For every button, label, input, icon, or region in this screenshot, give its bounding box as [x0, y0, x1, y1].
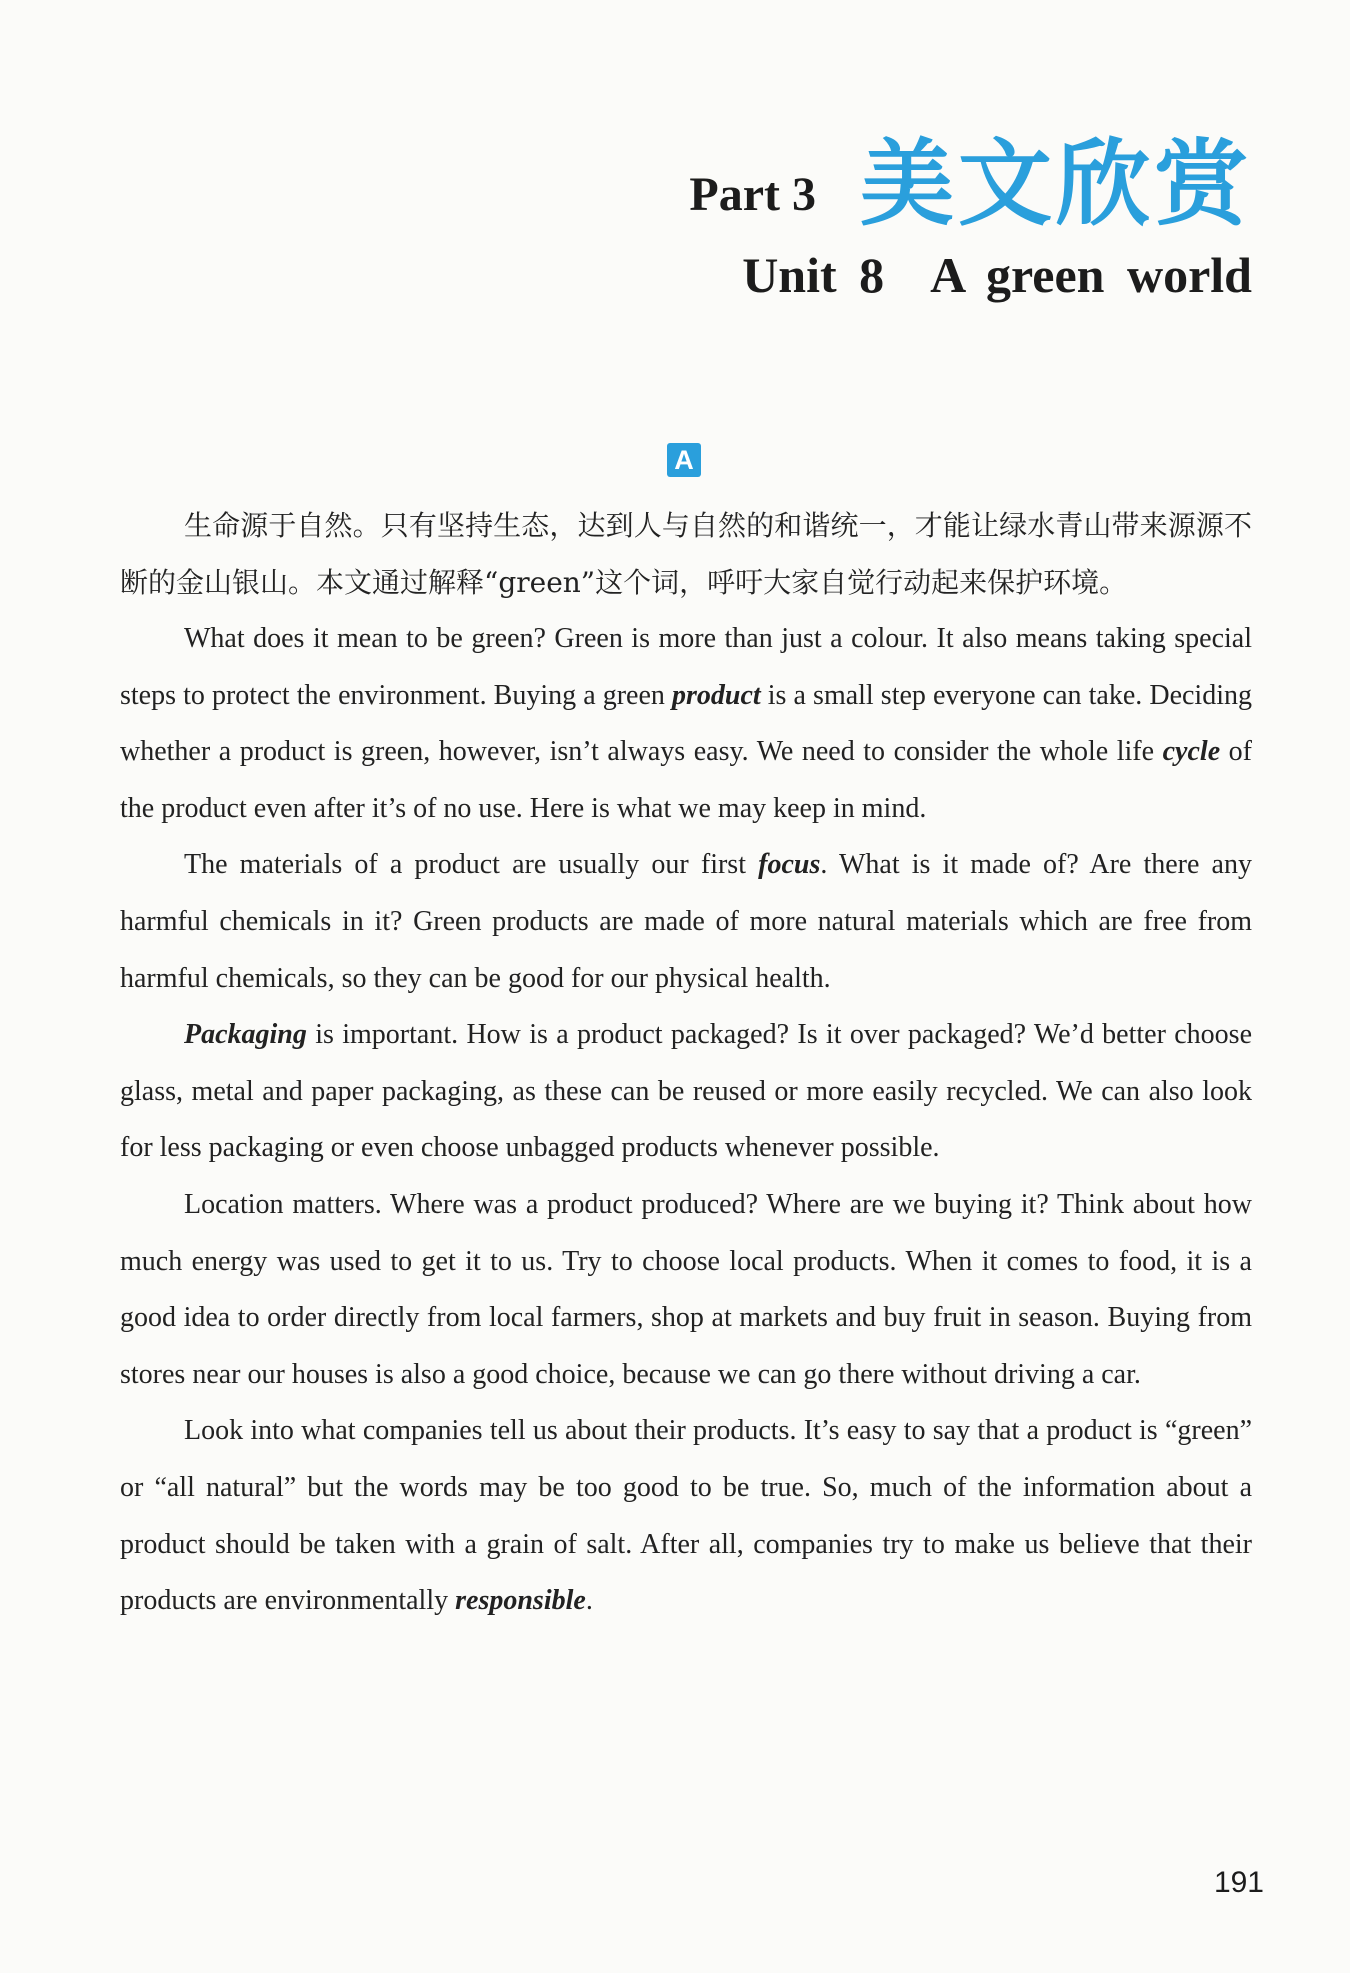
- unit-name: A green world: [930, 247, 1252, 303]
- paragraph-1-text-b: is a small step everyone can take. Deciding whether a product is green, however, isn’t always easy. We need to consider the whole life: [120, 679, 1252, 768]
- paragraph-2: [120, 837, 1252, 1007]
- unit-label: Unit 8: [742, 247, 885, 303]
- paragraph-5: [120, 1403, 1252, 1629]
- keyword-packaging: Packaging: [184, 1019, 307, 1051]
- part-label: Part 3: [689, 168, 816, 221]
- section-title: 美文欣赏: [859, 130, 1252, 239]
- page-header: [689, 130, 1252, 304]
- paragraph-4: Location matters. Where was a product produced? Where are we buying it? Think about how much energy was used to get it to us. Try to choose local products. When it comes to food, it is a good idea to order directly from local farmers, shop at markets and buy fruit in season. Buying from stores near our houses is also a good choice, because we can go there without driving a car.: [120, 1188, 1252, 1390]
- paragraph-1-text-c: of the product even after it’s of no use. Here is what we may keep in mind.: [120, 736, 1253, 824]
- keyword-responsible: responsible: [455, 1585, 586, 1617]
- paragraph-2-text-a: The materials of a product are usually our first: [184, 849, 759, 881]
- keyword-focus: focus: [758, 849, 821, 881]
- keyword-cycle: cycle: [1162, 736, 1221, 768]
- page-number: 191: [1213, 1866, 1264, 1899]
- header-title-row: [689, 130, 1252, 239]
- article-body: [120, 497, 1252, 1630]
- chinese-intro: 生命源于自然。只有坚持生态，达到人与自然的和谐统一，才能让绿水青山带来源源不断的金山银山。本文通过解释“green”这个词，呼吁大家自觉行动起来保护环境。: [120, 509, 1252, 599]
- paragraph-3-text: is important. How is a product packaged? Is it over packaged? We’d better choose glass, metal and paper packaging, as these can be reused or more easily recycled. We can also look for less packaging or even choose unbagged products whenever possible.: [120, 1019, 1252, 1164]
- keyword-product: product: [672, 679, 761, 711]
- unit-title: [689, 246, 1252, 304]
- paragraph-5-text-b: .: [585, 1585, 593, 1617]
- paragraph-5-text-a: Look into what companies tell us about their products. It’s easy to say that a product is “green” or “all natural” but the words may be too good to be true. So, much of the information about a product should be taken with a grain of salt. After all, companies try to make us believe that their products are environmentally: [120, 1415, 1252, 1617]
- paragraph-3: [120, 1007, 1252, 1177]
- paragraph-1: [120, 611, 1252, 837]
- section-badge: A: [667, 443, 701, 477]
- paragraph-2-text-b: . What is it made of? Are there any harmful chemicals in it? Green products are made of more natural materials which are free from harmful chemicals, so they can be good for our physical health.: [120, 849, 1252, 994]
- paragraph-1-text-a: What does it mean to be green? Green is more than just a colour. It also means taking special steps to protect the environment. Buying a green: [120, 623, 1252, 711]
